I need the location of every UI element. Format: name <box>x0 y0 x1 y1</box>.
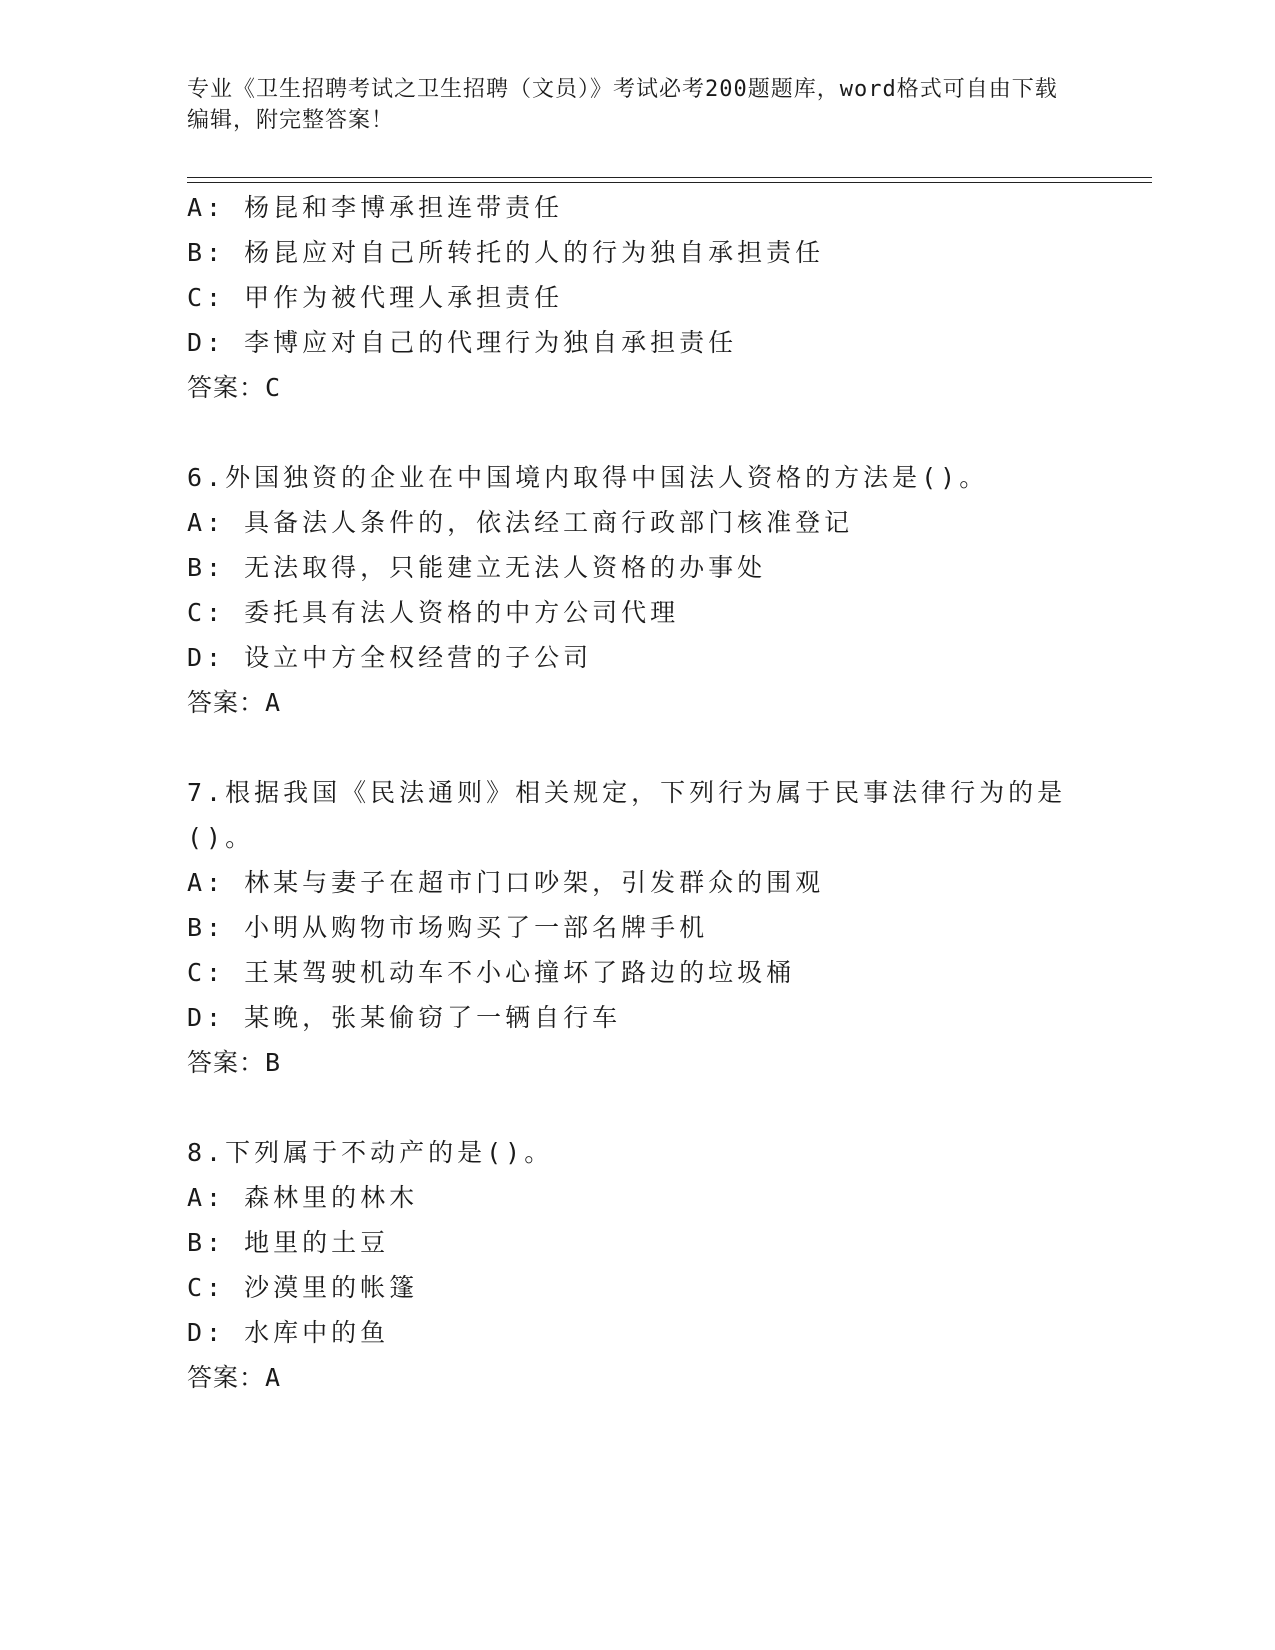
q5-option-a: A: 杨昆和李博承担连带责任 <box>187 193 564 222</box>
document-header: 专业《卫生招聘考试之卫生招聘（文员）》考试必考200题题库，word格式可自由下载编辑，附完整答案！ <box>187 77 1058 133</box>
q6-answer-label: 答案： <box>187 688 266 717</box>
q6-question: 6.外国独资的企业在中国境内取得中国法人资格的方法是()。 <box>187 463 989 492</box>
header-divider-top <box>187 177 1152 178</box>
q5-option-d: D: 李博应对自己的代理行为独自承担责任 <box>187 328 738 357</box>
q7-answer-label: 答案： <box>187 1048 266 1077</box>
q5-answer <box>187 373 281 403</box>
q5-answer-label: 答案： <box>187 373 266 402</box>
q6-answer-value: A <box>265 688 282 717</box>
q7-option-c: C: 王某驾驶机动车不小心撞坏了路边的垃圾桶 <box>187 958 796 987</box>
q8-answer-label: 答案： <box>187 1363 266 1392</box>
q7-option-d: D: 某晚，张某偷窃了一辆自行车 <box>187 1003 622 1032</box>
q6-option-a: A: 具备法人条件的，依法经工商行政部门核准登记 <box>187 508 854 537</box>
q6-answer <box>187 688 281 718</box>
q8-question: 8.下列属于不动产的是()。 <box>187 1138 554 1167</box>
q7-answer-value: B <box>265 1048 282 1077</box>
q8-option-c: C: 沙漠里的帐篷 <box>187 1273 419 1302</box>
q6-option-c: C: 委托具有法人资格的中方公司代理 <box>187 598 680 627</box>
q5-answer-value: C <box>265 373 282 402</box>
q8-answer <box>187 1363 281 1393</box>
q8-option-d: D: 水库中的鱼 <box>187 1318 390 1347</box>
q5-option-b: B: 杨昆应对自己所转托的人的行为独自承担责任 <box>187 238 825 267</box>
q6-option-d: D: 设立中方全权经营的子公司 <box>187 643 593 672</box>
q8-answer-value: A <box>265 1363 282 1392</box>
q5-option-c: C: 甲作为被代理人承担责任 <box>187 283 564 312</box>
q7-question-line2: ()。 <box>187 823 255 852</box>
q7-option-b: B: 小明从购物市场购买了一部名牌手机 <box>187 913 709 942</box>
q7-option-a: A: 林某与妻子在超市门口吵架，引发群众的围观 <box>187 868 825 897</box>
header-divider-bottom <box>187 182 1152 183</box>
q7-question-line1: 7.根据我国《民法通则》相关规定，下列行为属于民事法律行为的是 <box>187 778 1067 807</box>
q8-option-a: A: 森林里的林木 <box>187 1183 419 1212</box>
q8-option-b: B: 地里的土豆 <box>187 1228 390 1257</box>
q6-option-b: B: 无法取得，只能建立无法人资格的办事处 <box>187 553 767 582</box>
q7-answer <box>187 1048 281 1078</box>
